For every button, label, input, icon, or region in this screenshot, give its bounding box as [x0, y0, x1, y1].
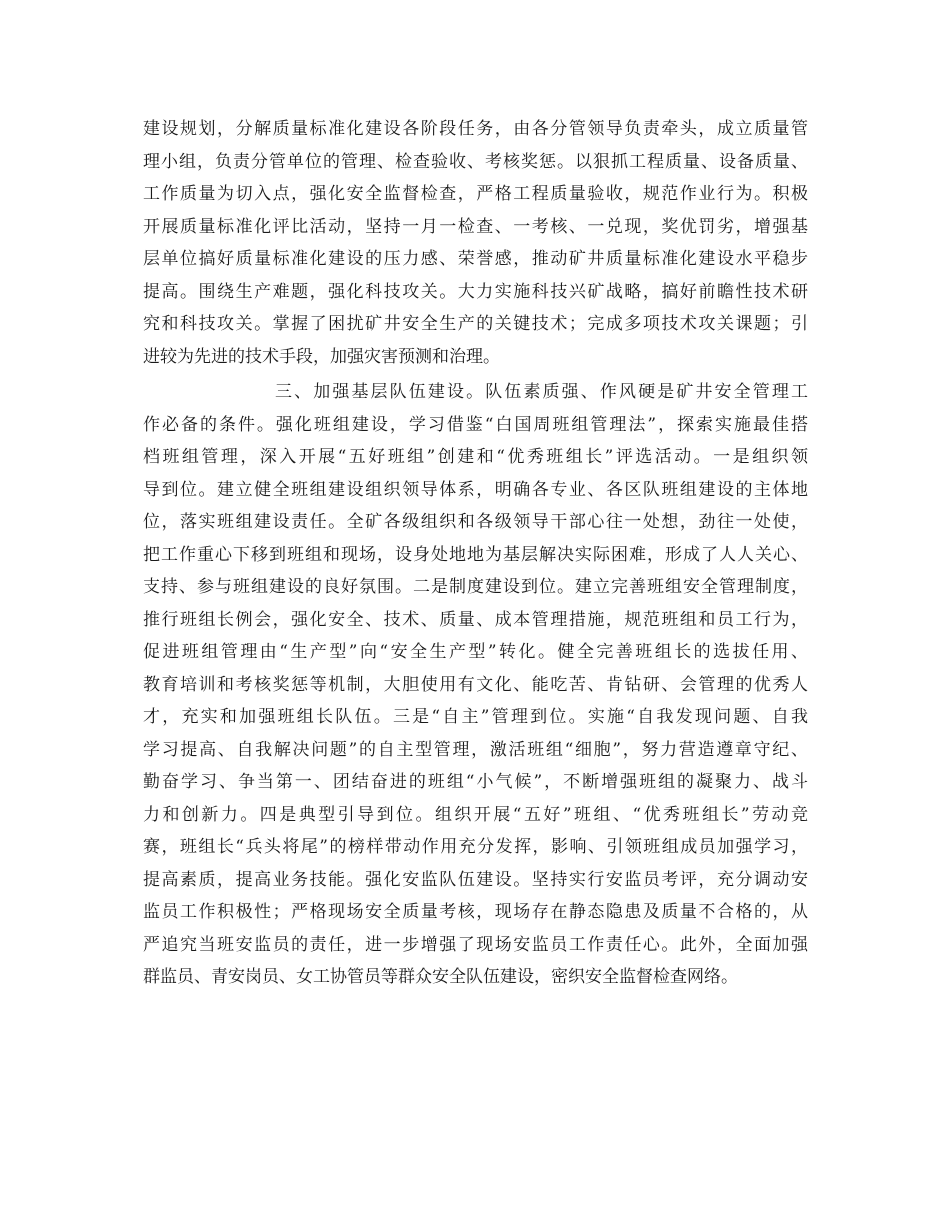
text-line: 勤奋学习、争当第一、团结奋进的班组“小气候”，不断增强班组的凝聚力、战斗	[143, 772, 808, 792]
text-line: 促进班组管理由“生产型”向“安全生产型”转化。健全完善班组长的选拔任用、	[143, 642, 808, 662]
text-line: 提高素质，提高业务技能。强化安监队伍建设。坚持实行安监员考评，充分调动安	[143, 869, 808, 890]
text-line: 推行班组长例会，强化安全、技术、质量、成本管理措施，规范班组和员工行为，	[143, 609, 808, 630]
text-line: 档班组管理，深入开展“五好班组”创建和“优秀班组长”评选活动。一是组织领	[143, 447, 808, 467]
text-line: 位，落实班组建设责任。全矿各级组织和各级领导干部心往一处想，劲往一处使，	[143, 512, 808, 532]
text-line: 建设规划，分解质量标准化建设各阶段任务，由各分管领导负责牵头，成立质量管	[143, 119, 808, 139]
paragraph-quality-standardization	[143, 113, 808, 373]
text-line: 进较为先进的技术手段，加强灾害预测和治理。	[143, 346, 500, 367]
text-line: 学习提高、自我解决问题”的自主型管理，激活班组“细胞”，努力营造遵章守纪、	[143, 739, 808, 760]
text-line: 支持、参与班组建设的良好氛围。二是制度建设到位。建立完善班组安全管理制度，	[143, 577, 808, 597]
text-line: 作必备的条件。强化班组建设，学习借鉴“白国周班组管理法”，探索实施最佳搭	[143, 414, 808, 435]
text-line: 教育培训和考核奖惩等机制，大胆使用有文化、能吃苦、肯钻研、会管理的优秀人	[143, 674, 808, 695]
text-line: 力和创新力。四是典型引导到位。组织开展“五好”班组、“优秀班组长”劳动竞	[143, 804, 808, 825]
text-line: 理小组，负责分管单位的管理、检查验收、考核奖惩。以狠抓工程质量、设备质量、	[143, 151, 808, 172]
section-heading-line: 三、加强基层队伍建设。队伍素质强、作风硬是矿井安全管理工	[275, 382, 808, 402]
text-line: 群监员、青安岗员、女工协管员等群众安全队伍建设，密织安全监督检查网络。	[143, 967, 738, 987]
text-line: 层单位搞好质量标准化建设的压力感、荣誉感，推动矿井质量标准化建设水平稳步	[143, 249, 808, 269]
text-line: 开展质量标准化评比活动，坚持一月一检查、一考核、一兑现，奖优罚劣，增强基	[143, 216, 808, 237]
paragraph-team-building	[143, 376, 808, 994]
text-line: 导到位。建立健全班组建设组织领导体系，明确各专业、各区队班组建设的主体地	[143, 479, 808, 500]
text-line: 监员工作积极性；严格现场安全质量考核，现场存在静态隐患及质量不合格的，从	[143, 902, 808, 922]
text-line: 严追究当班安监员的责任，进一步增强了现场安监员工作责任心。此外，全面加强	[143, 934, 808, 955]
text-line: 工作质量为切入点，强化安全监督检查，严格工程质量验收，规范作业行为。积极	[143, 184, 808, 204]
text-line: 究和科技攻关。掌握了困扰矿井安全生产的关键技术；完成多项技术攻关课题；引	[143, 314, 808, 334]
text-line: 提高。围绕生产难题，强化科技攻关。大力实施科技兴矿战略，搞好前瞻性技术研	[143, 281, 808, 302]
text-line: 把工作重心下移到班组和现场，设身处地地为基层解决实际困难，形成了人人关心、	[143, 544, 808, 565]
text-line: 赛，班组长“兵头将尾”的榜样带动作用充分发挥，影响、引领班组成员加强学习，	[143, 837, 808, 857]
text-line: 才，充实和加强班组长队伍。三是“自主”管理到位。实施“自我发现问题、自我	[143, 707, 808, 727]
